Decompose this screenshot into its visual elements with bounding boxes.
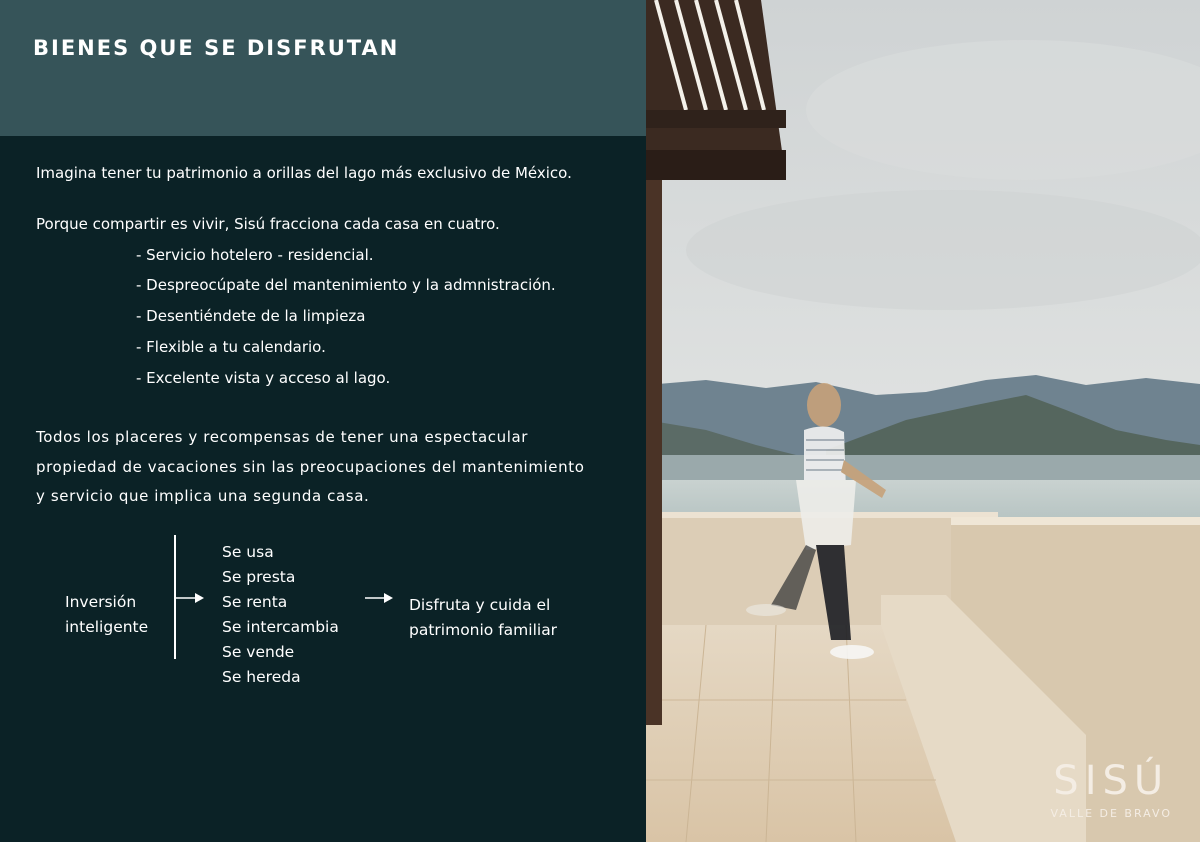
intro-line-1: Imagina tener tu patrimonio a orillas del lago más exclusivo de México. bbox=[36, 164, 572, 182]
header-band bbox=[0, 0, 646, 136]
logo-subtitle: VALLE DE BRAVO bbox=[1050, 807, 1172, 820]
diagram-source-line: Inversión bbox=[65, 593, 137, 611]
diagram-result-line: patrimonio familiar bbox=[409, 621, 558, 639]
lake-terrace-photo bbox=[646, 0, 1200, 842]
diagram-result bbox=[409, 593, 557, 643]
diagram-result-line: Disfruta y cuida el bbox=[409, 596, 551, 614]
paragraph-line: Todos los placeres y recompensas de tener una espectacular bbox=[36, 428, 529, 446]
bullet-item: - Desentiéndete de la limpieza bbox=[136, 307, 366, 325]
arrow-right-icon bbox=[176, 591, 206, 605]
diagram-option: Se intercambia bbox=[222, 618, 339, 636]
bullet-item: - Servicio hotelero - residencial. bbox=[136, 246, 374, 264]
intro-line-2: Porque compartir es vivir, Sisú fracciona cada casa en cuatro. bbox=[36, 215, 500, 233]
page-title: BIENES QUE SE DISFRUTAN bbox=[33, 36, 400, 60]
sisu-logo bbox=[1050, 759, 1172, 820]
diagram-option: Se hereda bbox=[222, 668, 301, 686]
diagram-source bbox=[65, 590, 148, 640]
diagram-options bbox=[222, 540, 339, 690]
arrow-right-icon bbox=[365, 591, 395, 605]
paragraph-line: propiedad de vacaciones sin las preocupaciones del mantenimiento bbox=[36, 457, 585, 476]
diagram-option: Se renta bbox=[222, 593, 288, 611]
benefits-paragraph bbox=[36, 423, 636, 512]
diagram-option: Se presta bbox=[222, 568, 296, 586]
logo-name: SISÚ bbox=[1053, 758, 1170, 804]
bullet-item: - Despreocúpate del mantenimiento y la admnistración. bbox=[136, 276, 556, 294]
bullet-item: - Flexible a tu calendario. bbox=[136, 338, 326, 356]
diagram-option: Se usa bbox=[222, 543, 274, 561]
diagram-option: Se vende bbox=[222, 643, 295, 661]
bullet-item: - Excelente vista y acceso al lago. bbox=[136, 369, 391, 387]
diagram-source-line: inteligente bbox=[65, 618, 149, 636]
photo-illustration bbox=[646, 0, 1200, 842]
paragraph-line: y servicio que implica una segunda casa. bbox=[36, 487, 370, 505]
